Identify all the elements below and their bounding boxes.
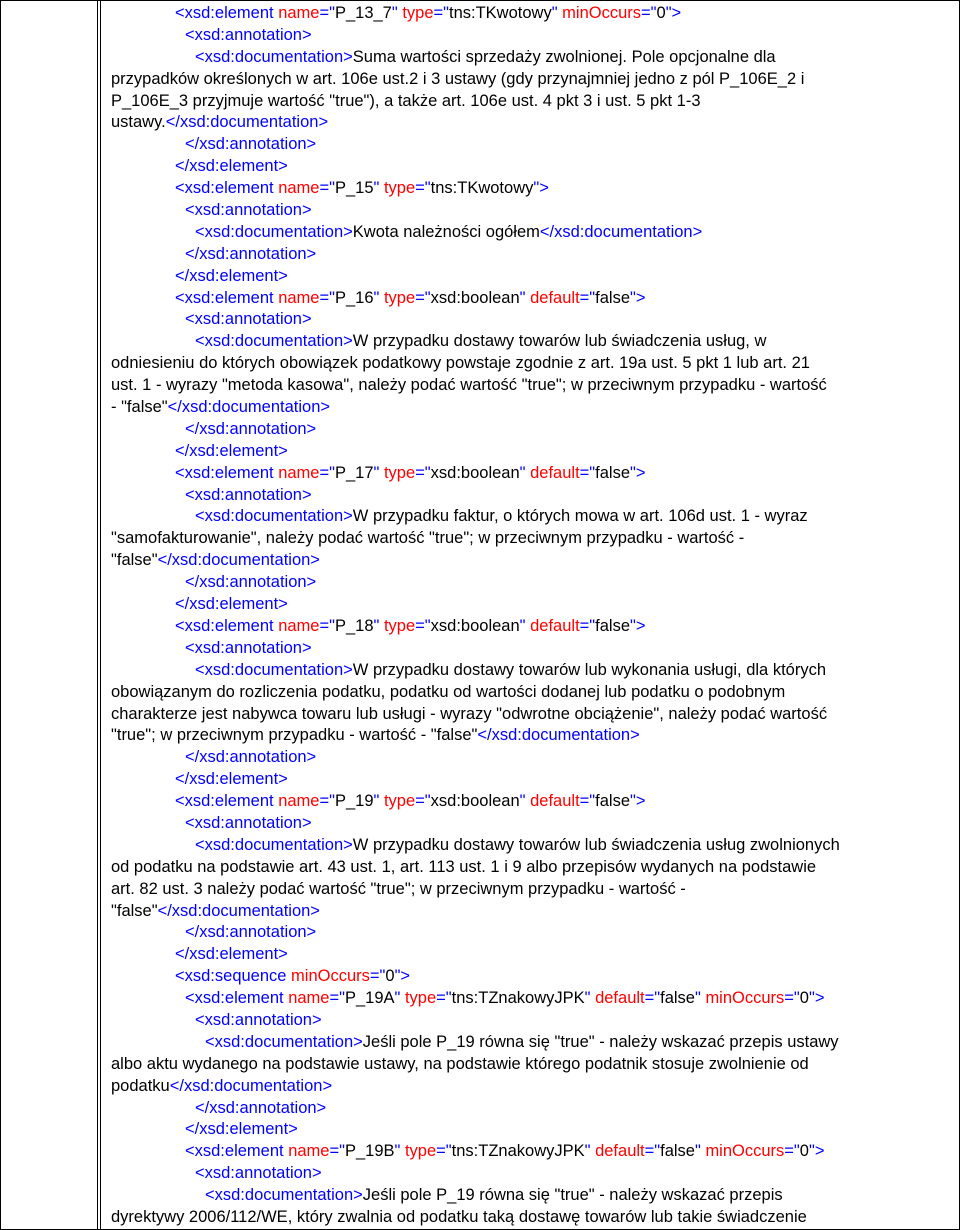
xml-text-token: xsd:boolean — [430, 288, 520, 307]
xml-tag-token: =" — [415, 288, 431, 307]
xml-tag-token: </xsd:documentation> — [539, 222, 703, 241]
code-line — [111, 616, 943, 638]
xml-attribute-token: default — [530, 792, 580, 811]
xml-text-token: tns:TKwotowy — [449, 4, 552, 22]
xml-tag-token: </xsd:element> — [175, 157, 288, 176]
xml-text-token: obowiązanym do rozliczenia podatku, podatku od wartości dodanej lub podatku o podobnym — [111, 682, 786, 701]
xml-tag-token: <xsd:documentation> — [205, 1186, 363, 1205]
xml-text-token: odniesieniu do których obowiązek podatkowy powstaje zgodnie z art. 19a ust. 5 pkt 1 lub art. 21 — [111, 354, 810, 373]
xml-tag-token: </xsd:annotation> — [185, 135, 317, 154]
xml-tag-token: <xsd:element — [175, 179, 279, 198]
xml-tag-token: " — [694, 989, 706, 1008]
xml-text-token: albo aktu wydanego na podstawie ustawy, na podstawie którego podatnik stosuje zwolnienie od — [111, 1054, 809, 1073]
xml-tag-token: =" — [329, 1142, 345, 1161]
code-line — [111, 1098, 943, 1120]
xml-text-token: P_18 — [334, 616, 374, 635]
xml-text-token: tns:TZnakowyJPK — [451, 1142, 585, 1161]
xml-tag-token: <xsd:element — [185, 989, 289, 1008]
xml-tag-token: <xsd:annotation> — [195, 1164, 322, 1183]
column-divider — [97, 0, 98, 1230]
xml-tag-token: </xsd:element> — [175, 266, 288, 285]
xml-tag-token: <xsd:annotation> — [195, 1010, 322, 1029]
xml-tag-token: <xsd:annotation> — [185, 201, 312, 220]
xml-tag-token: =" — [319, 463, 335, 482]
xml-tag-token: "> — [394, 967, 411, 986]
xml-tag-token: </xsd:element> — [185, 1120, 298, 1139]
xml-attribute-token: type — [383, 616, 416, 635]
code-line — [111, 266, 943, 288]
xml-tag-token: =" — [319, 179, 335, 198]
xml-tag-token: =" — [784, 989, 800, 1008]
xml-tag-token: =" — [644, 989, 661, 1008]
xml-attribute-token: type — [404, 1142, 437, 1161]
xml-text-token: P_106E_3 przyjmuje wartość "true"), a także art. 106e ust. 4 pkt 3 i ust. 5 pkt 1-3 — [111, 91, 701, 110]
code-line — [111, 704, 943, 726]
code-line — [111, 901, 943, 923]
xml-tag-token: </xsd:annotation> — [185, 244, 317, 263]
xml-tag-token: =" — [319, 288, 335, 307]
xml-tag-token: "> — [630, 463, 646, 482]
xml-tag-token: <xsd:element — [175, 792, 279, 811]
code-line — [111, 69, 943, 91]
code-line — [111, 222, 943, 244]
xml-tag-token: <xsd:documentation> — [205, 1032, 363, 1051]
code-line — [111, 375, 943, 397]
code-line — [111, 47, 943, 69]
xml-text-token: ustawy. — [111, 113, 166, 132]
xml-tag-token: " — [519, 288, 531, 307]
xml-tag-token: =" — [415, 179, 431, 198]
code-line — [111, 397, 943, 419]
code-line — [111, 244, 943, 266]
xml-tag-token: =" — [436, 1142, 452, 1161]
code-line — [111, 485, 943, 507]
xml-tag-token: </xsd:element> — [175, 945, 288, 964]
xml-tag-token: <xsd:annotation> — [185, 638, 312, 657]
xml-tag-token: </xsd:documentation> — [165, 113, 329, 132]
xml-text-token: 0 — [385, 967, 395, 986]
xml-text-token: dyrektywy 2006/112/WE, który zwalnia od podatku taką dostawę towarów lub takie świadczenie — [111, 1207, 807, 1226]
xml-tag-token: =" — [319, 792, 335, 811]
xml-tag-token: <xsd:element — [175, 288, 279, 307]
code-line — [111, 550, 943, 572]
xml-tag-token: " — [519, 792, 531, 811]
code-line — [111, 1010, 943, 1032]
code-line — [111, 682, 943, 704]
xml-attribute-token: default — [530, 616, 580, 635]
xml-tag-token: <xsd:element — [175, 616, 279, 635]
xml-text-token: P_19 — [334, 792, 374, 811]
xml-tag-token: </xsd:annotation> — [185, 748, 317, 767]
xml-tag-token: " — [373, 288, 384, 307]
xml-text-token: false — [595, 463, 631, 482]
xml-attribute-token: default — [530, 288, 580, 307]
xml-tag-token: =" — [415, 463, 431, 482]
code-line — [111, 857, 943, 879]
xml-tag-token: =" — [415, 792, 431, 811]
xml-attribute-token: name — [288, 989, 330, 1008]
code-line — [111, 638, 943, 660]
code-line — [111, 1054, 943, 1076]
xml-text-token: 0 — [799, 989, 809, 1008]
code-line — [111, 769, 943, 791]
xml-tag-token: </xsd:documentation> — [167, 398, 331, 417]
xml-text-token: 0 — [656, 4, 666, 22]
xml-text-token: "samofakturowanie", należy podać wartość "true"; w przeciwnym przypadku - wartość - — [111, 529, 745, 548]
xml-tag-token: "> — [630, 792, 646, 811]
xml-text-token: false — [595, 616, 631, 635]
xml-attribute-token: type — [404, 989, 437, 1008]
xml-tag-token: <xsd:documentation> — [195, 835, 353, 854]
code-line — [111, 506, 943, 528]
code-line — [111, 1119, 943, 1141]
xml-tag-token: <xsd:sequence — [175, 967, 292, 986]
xml-tag-token: </xsd:annotation> — [195, 1098, 327, 1117]
xml-attribute-token: minOccurs — [562, 4, 641, 22]
code-line — [111, 747, 943, 769]
xml-tag-token: =" — [644, 1142, 661, 1161]
xml-tag-token: "> — [808, 1142, 825, 1161]
xml-text-token: - "false" — [111, 398, 168, 417]
xml-text-token: false — [660, 989, 695, 1008]
xml-tag-token: <xsd:element — [175, 463, 279, 482]
xml-text-token: Kwota należności ogółem — [352, 222, 540, 241]
xml-tag-token: " — [373, 792, 384, 811]
code-line — [111, 1163, 943, 1185]
column-divider — [100, 0, 101, 1230]
xml-tag-token: "> — [630, 288, 646, 307]
code-line — [111, 572, 943, 594]
xml-tag-token: </xsd:element> — [175, 595, 288, 614]
code-line — [111, 156, 943, 178]
xml-attribute-token: name — [278, 4, 320, 22]
xml-tag-token: =" — [579, 288, 596, 307]
xml-tag-token: " — [391, 4, 403, 22]
xml-tag-token: =" — [784, 1142, 800, 1161]
xml-text-token: "true"; w przeciwnym przypadku - wartość - "false" — [111, 726, 478, 745]
xml-tag-token: =" — [433, 4, 449, 22]
xml-tag-token: =" — [579, 463, 596, 482]
xml-attribute-token: type — [383, 288, 416, 307]
xml-text-token: xsd:boolean — [430, 616, 520, 635]
xml-text-token: "false" — [111, 901, 158, 920]
xml-text-token: P_19A — [344, 989, 395, 1008]
xml-tag-token: <xsd:element — [175, 4, 279, 22]
xml-attribute-token: default — [595, 989, 645, 1008]
xml-text-token: od podatku na podstawie art. 43 ust. 1, art. 113 ust. 1 i 9 albo przepisów wydanych na podstawie — [111, 857, 817, 876]
code-line — [111, 441, 943, 463]
xml-tag-token: " — [373, 616, 384, 635]
xml-tag-token: <xsd:documentation> — [195, 332, 353, 351]
xml-text-token: P_15 — [334, 179, 374, 198]
xml-tag-token: " — [519, 616, 531, 635]
xml-tag-token: <xsd:annotation> — [185, 25, 312, 44]
xml-tag-token: <xsd:annotation> — [185, 813, 312, 832]
xml-tag-token: <xsd:documentation> — [195, 507, 353, 526]
xml-attribute-token: name — [288, 1142, 330, 1161]
xml-text-token: przypadków określonych w art. 106e ust.2 i 3 ustawy (gdy przynajmniej jedno z pól P_106E_2 i — [111, 69, 805, 88]
xml-attribute-token: minOccurs — [291, 967, 370, 986]
xml-text-token: xsd:boolean — [430, 792, 520, 811]
code-line — [111, 1076, 943, 1098]
xml-text-token: Suma wartości sprzedaży zwolnionej. Pole opcjonalne dla — [352, 47, 776, 66]
xml-text-token: charakterze jest nabywca towaru lub usługi - wyrazy "odwrotne obciążenie", należy podać wartość — [111, 704, 828, 723]
xml-tag-token: =" — [329, 989, 345, 1008]
xml-text-token: tns:TZnakowyJPK — [451, 989, 585, 1008]
xml-tag-token: <xsd:annotation> — [185, 485, 312, 504]
xml-tag-token: "> — [808, 989, 825, 1008]
code-line — [111, 331, 943, 353]
xml-text-token: ust. 1 - wyrazy "metoda kasowa", należy podać wartość "true"; w przeciwnym przypadku - wartość — [111, 376, 827, 395]
code-line — [111, 1141, 943, 1163]
code-line — [111, 922, 943, 944]
code-line — [111, 419, 943, 441]
xml-tag-token: "> — [630, 616, 646, 635]
xml-tag-token: <xsd:element — [185, 1142, 289, 1161]
code-line — [111, 353, 943, 375]
xml-tag-token: <xsd:documentation> — [195, 47, 353, 66]
xml-text-token: P_19B — [344, 1142, 395, 1161]
xml-tag-token: " — [584, 989, 596, 1008]
xml-attribute-token: default — [530, 463, 580, 482]
xml-tag-token: " — [584, 1142, 596, 1161]
xml-text-token: P_13_7 — [334, 4, 392, 22]
code-line — [111, 725, 943, 747]
xml-tag-token: " — [551, 4, 563, 22]
xml-attribute-token: name — [278, 288, 320, 307]
code-line — [111, 3, 943, 25]
xml-text-token: Jeśli pole P_19 równa się "true" - należy wskazać przepis — [362, 1186, 783, 1205]
xml-tag-token: </xsd:annotation> — [185, 923, 317, 942]
code-line — [111, 966, 943, 988]
code-line — [111, 91, 943, 113]
code-line — [111, 288, 943, 310]
xml-text-token: P_16 — [334, 288, 374, 307]
xml-text-token: 0 — [799, 1142, 809, 1161]
code-line — [111, 309, 943, 331]
xml-attribute-token: name — [278, 463, 320, 482]
code-line — [111, 1032, 943, 1054]
xml-text-token: false — [660, 1142, 695, 1161]
xml-tag-token: "> — [533, 179, 549, 198]
xml-attribute-token: name — [278, 179, 320, 198]
xml-text-token: P_17 — [334, 463, 374, 482]
xml-text-token: false — [595, 288, 631, 307]
xml-attribute-token: minOccurs — [705, 989, 785, 1008]
xml-tag-token: </xsd:annotation> — [185, 573, 317, 592]
xml-tag-token: <xsd:documentation> — [195, 222, 353, 241]
code-line — [111, 594, 943, 616]
xml-attribute-token: type — [383, 463, 416, 482]
xml-tag-token: =" — [436, 989, 452, 1008]
xml-tag-token: " — [373, 463, 384, 482]
xml-tag-token: </xsd:element> — [175, 770, 288, 789]
xml-text-token: Jeśli pole P_19 równa się "true" - należy wskazać przepis ustawy — [362, 1032, 839, 1051]
code-line — [111, 944, 943, 966]
xml-tag-token: "> — [665, 4, 682, 22]
code-line — [111, 178, 943, 200]
xml-tag-token: </xsd:annotation> — [185, 419, 317, 438]
xml-text-token: W przypadku dostawy towarów lub świadczenia usług zwolnionych — [352, 835, 840, 854]
xml-tag-token: =" — [579, 616, 596, 635]
xml-attribute-token: default — [595, 1142, 645, 1161]
xml-tag-token: " — [373, 179, 384, 198]
xml-attribute-token: name — [278, 792, 320, 811]
xml-text-token: art. 82 ust. 3 należy podać wartość "true"; w przeciwnym przypadku - wartość - — [111, 879, 686, 898]
xml-tag-token: </xsd:element> — [175, 441, 288, 460]
xml-tag-token: " — [519, 463, 531, 482]
xml-text-token: W przypadku dostawy towarów lub świadczenia usług, w — [352, 332, 767, 351]
xml-tag-token: </xsd:documentation> — [169, 1076, 333, 1095]
code-line — [111, 879, 943, 901]
code-line — [111, 813, 943, 835]
code-line — [111, 528, 943, 550]
code-line — [111, 835, 943, 857]
xml-attribute-token: type — [383, 179, 416, 198]
xml-tag-token: <xsd:annotation> — [185, 310, 312, 329]
xml-text-token: "false" — [111, 551, 158, 570]
xml-attribute-token: type — [383, 792, 416, 811]
code-line — [111, 791, 943, 813]
xsd-code-listing — [111, 3, 943, 1229]
xml-tag-token: </xsd:documentation> — [157, 901, 320, 920]
xml-tag-token: =" — [641, 4, 657, 22]
code-line — [111, 25, 943, 47]
xml-attribute-token: type — [402, 4, 434, 22]
code-line — [111, 1207, 943, 1229]
xml-text-token: podatku — [111, 1076, 170, 1095]
xml-text-token: xsd:boolean — [430, 463, 520, 482]
xml-tag-token: =" — [579, 792, 596, 811]
xml-text-token: tns:TKwotowy — [430, 179, 534, 198]
xml-tag-token: =" — [319, 4, 335, 22]
code-line — [111, 463, 943, 485]
code-line — [111, 112, 943, 134]
xml-attribute-token: name — [278, 616, 320, 635]
xml-tag-token: </xsd:documentation> — [477, 726, 640, 745]
xml-tag-token: <xsd:documentation> — [195, 660, 353, 679]
xml-tag-token: =" — [415, 616, 431, 635]
code-line — [111, 134, 943, 156]
xml-attribute-token: minOccurs — [705, 1142, 785, 1161]
xml-text-token: W przypadku faktur, o których mowa w art. 106d ust. 1 - wyraz — [352, 507, 808, 526]
xml-tag-token: " — [694, 1142, 706, 1161]
xml-text-token: false — [595, 792, 631, 811]
code-line — [111, 1185, 943, 1207]
xml-tag-token: " — [394, 989, 405, 1008]
xml-tag-token: " — [394, 1142, 405, 1161]
code-line — [111, 988, 943, 1010]
xml-tag-token: =" — [369, 967, 386, 986]
code-line — [111, 660, 943, 682]
xml-text-token: W przypadku dostawy towarów lub wykonania usługi, dla których — [352, 660, 827, 679]
xml-tag-token: </xsd:documentation> — [157, 551, 320, 570]
xml-tag-token: =" — [319, 616, 335, 635]
code-line — [111, 200, 943, 222]
